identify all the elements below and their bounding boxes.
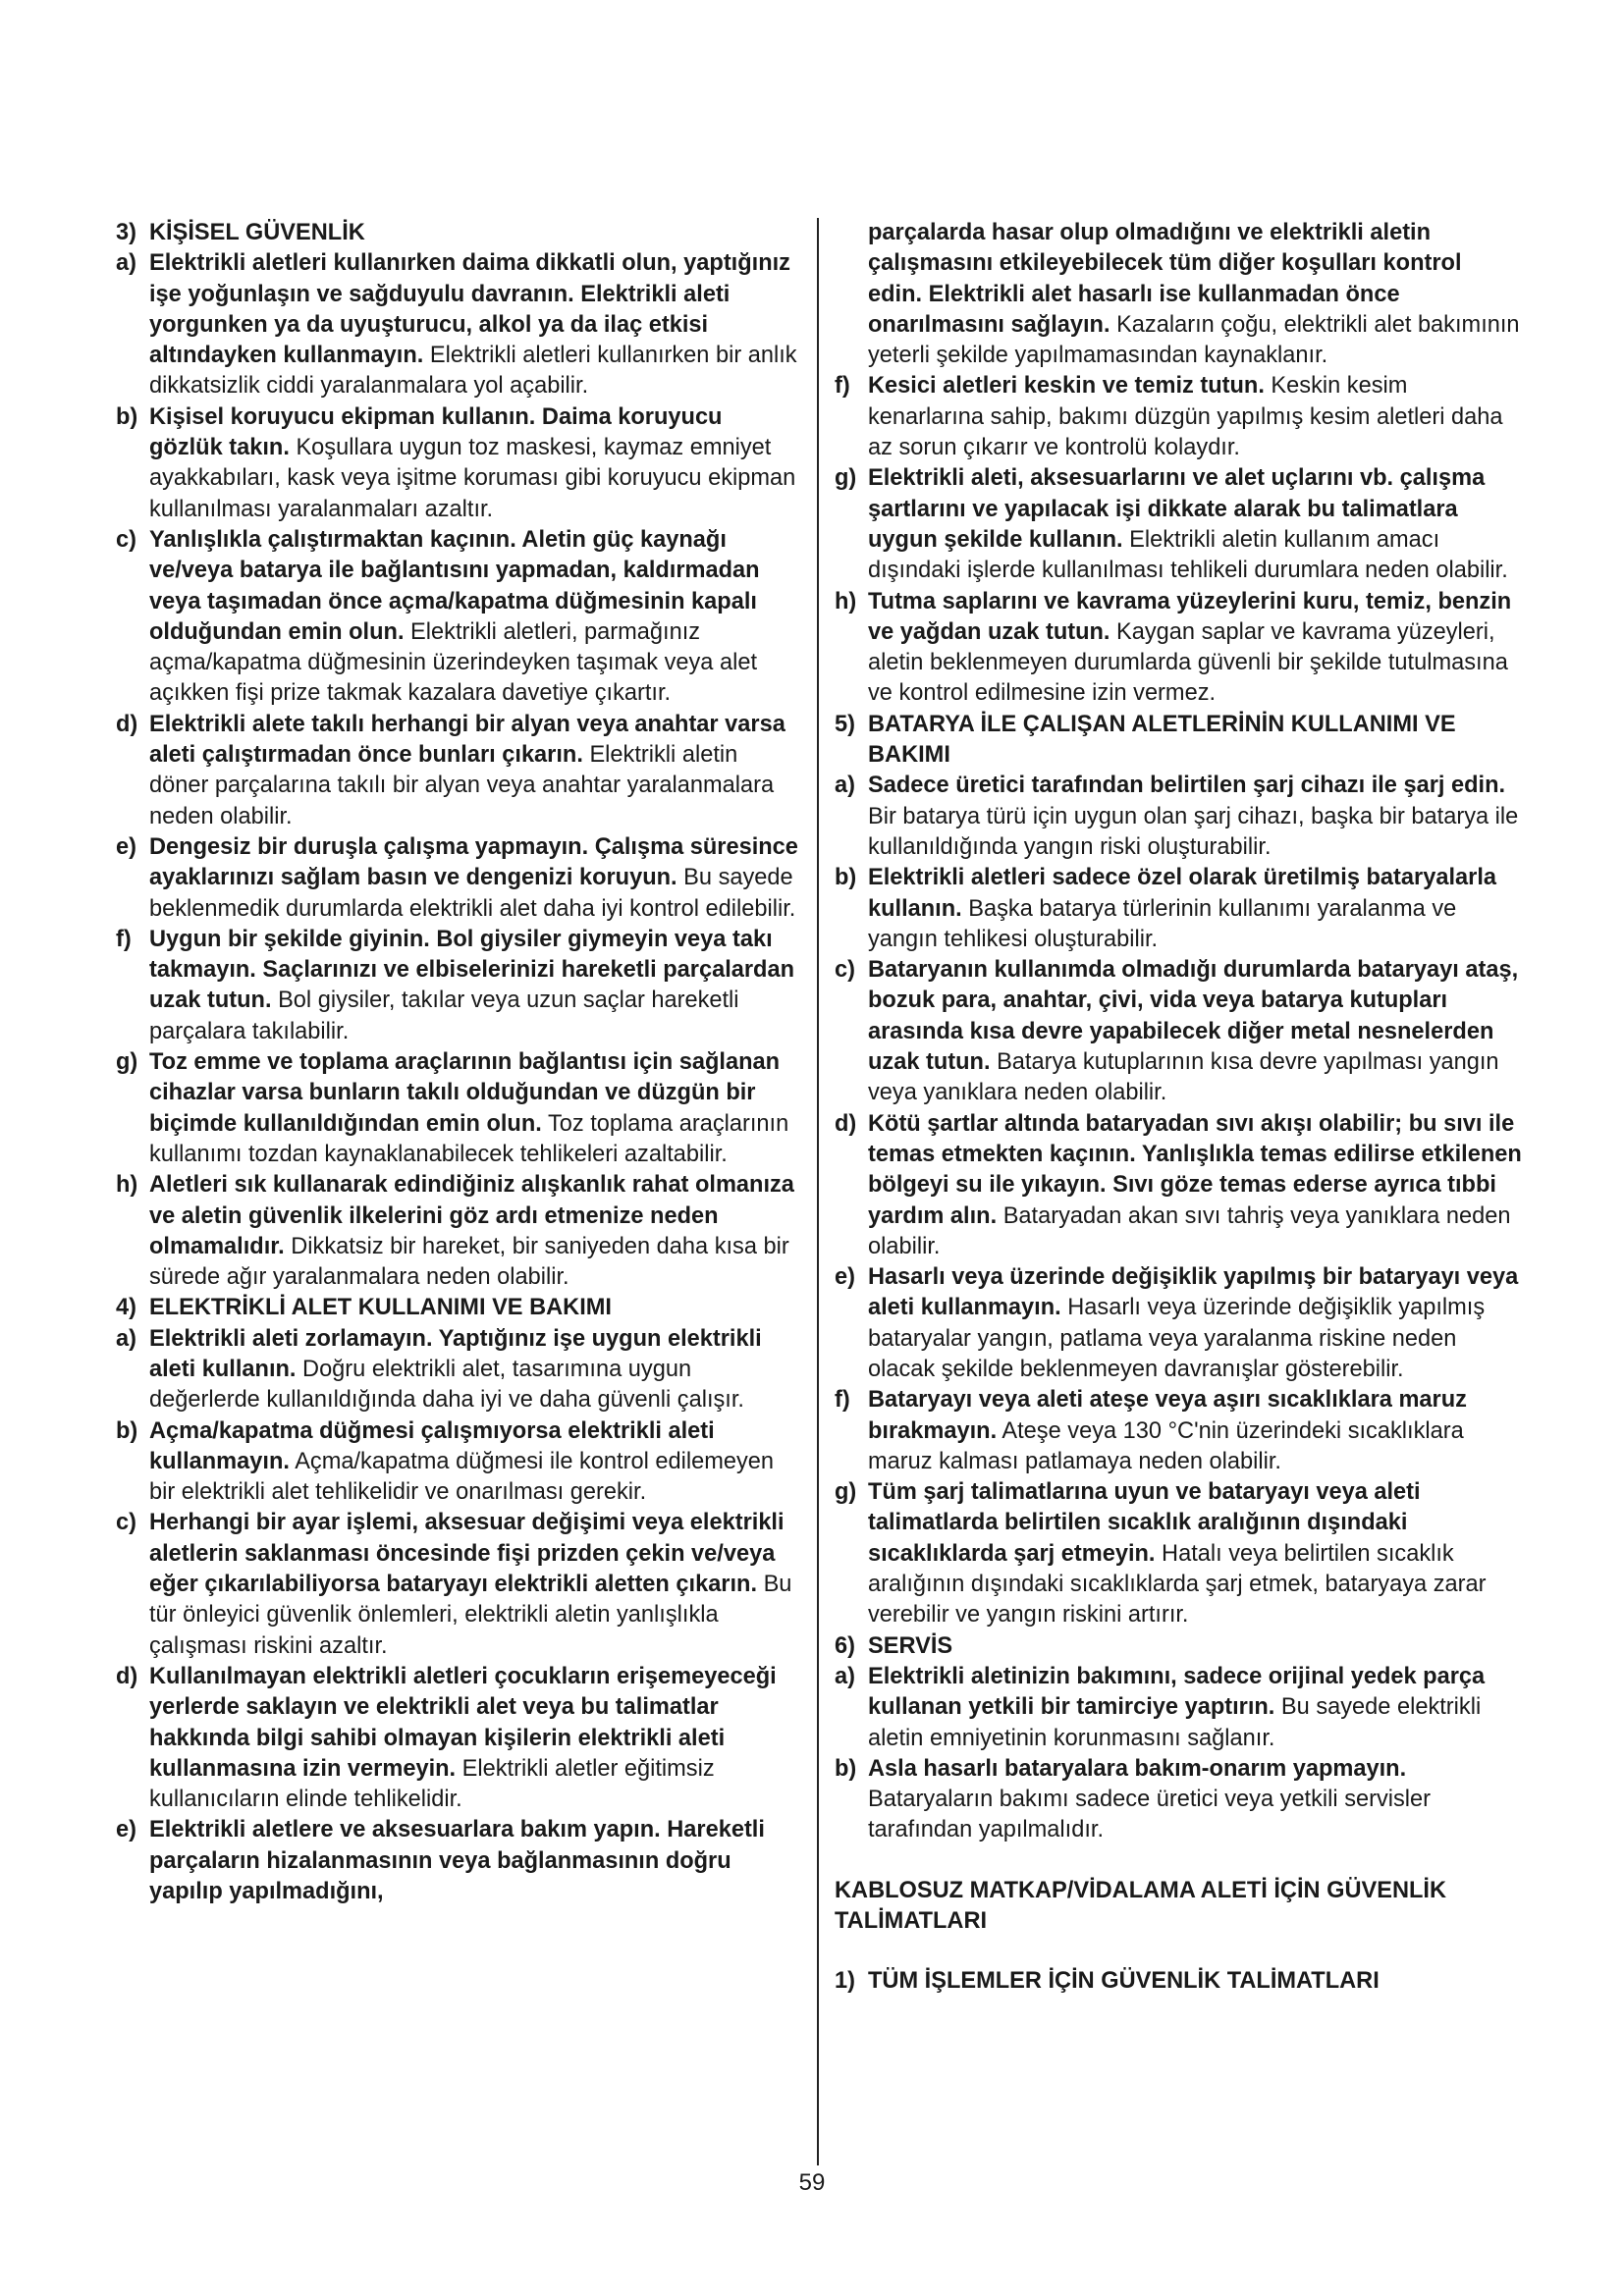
instruction-bold-text: Elektrikli aletinizin bakımını, sadece orijinal yedek parça kullanan yetkili bir tamirciye yaptırın. bbox=[868, 1663, 1486, 1721]
instruction-text: Doğru elektrikli alet, tasarımına uygun değerlerde kullanıldığında daha iyi ve daha güvenli çalışır. bbox=[149, 1356, 744, 1414]
item-text bbox=[868, 955, 1522, 1108]
instruction-bold-text: Yanlışlıkla çalıştırmaktan kaçının. Aletin güç kaynağı ve/veya batarya ile bağlantısını yapmadan, kaldırmadan veya taşımadan önce açma/kapatma düğmesinin kapalı olduğundan emin olun. bbox=[149, 526, 760, 645]
instruction-item bbox=[835, 863, 1522, 955]
item-text bbox=[868, 771, 1522, 863]
instruction-bold-text: Aletleri sık kullanarak edindiğiniz alışkanlık rahat olmanıza ve aletin güvenlik ilkelerini göz ardı etmenize neden olmamalıdır. bbox=[149, 1172, 794, 1259]
instruction-bold-text: Kişisel koruyucu ekipman kullanın. Daima koruyucu gözlük takın. bbox=[149, 403, 723, 461]
instruction-bold-text: Elektrikli aletlere ve aksesuarlara bakım yapın. Hareketli parçaların hizalanmasının veya bağlanmasının doğru yapılıp yapılmadığını, bbox=[149, 1817, 765, 1905]
instruction-text: Elektrikli aletler eğitimsiz kullanıcıların elinde tehlikelidir. bbox=[149, 1755, 715, 1813]
instruction-bold-text: Sadece üretici tarafından belirtilen şarj cihazı ile şarj edin. bbox=[868, 773, 1506, 799]
instruction-item bbox=[835, 771, 1522, 863]
instruction-bold-text: Bataryayı veya aleti ateşe veya aşırı sıcaklıklara maruz bırakmayın. bbox=[868, 1387, 1467, 1444]
page-number: 59 bbox=[798, 2169, 826, 2196]
instruction-item bbox=[116, 1047, 801, 1170]
instruction-bold-text: Tutma saplarını ve kavrama yüzeylerini kuru, temiz, benzin ve yağdan uzak tutun. bbox=[868, 588, 1512, 645]
item-letter: e) bbox=[116, 833, 136, 860]
instruction-item bbox=[835, 955, 1522, 1108]
instruction-continuation bbox=[835, 218, 1522, 371]
item-letter: b) bbox=[116, 403, 138, 430]
instruction-item bbox=[116, 525, 801, 710]
instruction-item bbox=[116, 1508, 801, 1661]
instruction-bold-text: Tüm şarj talimatlarına uyun ve bataryayı veya aleti talimatlarda belirtilen sıcaklık aralığının dışındaki sıcaklıklarda şarj etmeyin. bbox=[868, 1479, 1421, 1567]
instruction-item bbox=[116, 1662, 801, 1815]
instruction-bold-text: Elektrikli alete takılı herhangi bir alyan veya anahtar varsa aleti çalıştırmadan önce bunları çıkarın. bbox=[149, 711, 785, 769]
item-text bbox=[149, 1170, 801, 1293]
instruction-item bbox=[835, 1385, 1522, 1477]
instruction-bold-text: parçalarda hasar olup olmadığını ve elektrikli aletin çalışmasını etkileyebilecek tüm diğer koşulları kontrol edin. Elektrikli alet hasarlı ise kullanmadan önce onarılmasını sağlayın. bbox=[868, 220, 1462, 338]
instruction-text: Keskin kesim kenarlarına sahip, bakımı düzgün yapılmış kesim aletleri daha az sorun çıkarır ve kontrolü kolaydır. bbox=[868, 373, 1503, 461]
section-title: BATARYA İLE ÇALIŞAN ALETLERİNİN KULLANIMI VE BAKIMI bbox=[868, 711, 1456, 769]
item-text bbox=[149, 1815, 801, 1907]
instruction-item bbox=[116, 710, 801, 832]
section-number: 1) bbox=[835, 1968, 855, 1995]
item-letter: c) bbox=[116, 1510, 136, 1536]
column-divider bbox=[817, 218, 819, 2165]
item-letter: c) bbox=[116, 526, 136, 553]
instruction-text: Hatalı veya belirtilen sıcaklık aralığının dışındaki sıcaklıklarda şarj etmek, bataryaya zarar verebilir ve yangın riskini artırır. bbox=[868, 1540, 1487, 1629]
instruction-item bbox=[116, 1170, 801, 1293]
section-heading bbox=[835, 1631, 1522, 1662]
instruction-bold-text: Elektrikli aleti, aksesuarlarını ve alet uçlarını vb. çalışma şartlarını ve yapılacak işi dikkate alarak bu talimatlara uygun şekilde kullanın. bbox=[868, 465, 1486, 553]
item-letter: a) bbox=[116, 250, 136, 277]
instruction-bold-text: Kullanılmayan elektrikli aletleri çocukların erişemeyeceği yerlerde saklayın ve elektrikli alet veya bu talimatlar hakkında bilgi sahibi olmayan kişilerin elektrikli aleti kullanmasına izin vermeyin. bbox=[149, 1663, 777, 1782]
item-letter: d) bbox=[116, 1663, 138, 1689]
instruction-text: Dikkatsiz bir hareket, bir saniyeden daha kısa bir sürede ağır yaralanmalara neden olabilir. bbox=[149, 1233, 789, 1291]
instruction-text: Bataryaların bakımı sadece üretici veya yetkili servisler tarafından yapılmalıdır. bbox=[868, 1787, 1432, 1843]
section-number: 6) bbox=[835, 1632, 855, 1659]
instruction-item bbox=[116, 832, 801, 925]
instruction-item bbox=[835, 587, 1522, 710]
item-text bbox=[149, 1324, 801, 1416]
instruction-item bbox=[116, 925, 801, 1047]
item-text bbox=[149, 1662, 801, 1815]
item-text bbox=[149, 525, 801, 710]
item-text bbox=[868, 463, 1522, 586]
section-title: KİŞİSEL GÜVENLİK bbox=[149, 220, 365, 245]
item-letter: c) bbox=[835, 957, 855, 984]
instruction-list bbox=[835, 771, 1522, 1630]
item-text bbox=[868, 863, 1522, 955]
item-text bbox=[149, 1508, 801, 1661]
instruction-item bbox=[835, 1262, 1522, 1385]
item-text bbox=[149, 402, 801, 525]
instruction-list bbox=[116, 248, 801, 1293]
instruction-text: Elektrikli aletin döner parçalarına takılı bir alyan veya anahtar yaralanmalara neden olabilir. bbox=[149, 742, 775, 829]
instruction-list bbox=[835, 1662, 1522, 1846]
section-number: 3) bbox=[116, 220, 136, 245]
instruction-text: Elektrikli aletleri kullanırken bir anlık dikkatsizlik ciddi yaralanmalara yol açabilir. bbox=[149, 343, 797, 400]
instruction-text: Toz toplama araçlarının kullanımı tozdan kaynaklanabilecek tehlikeleri azaltabilir. bbox=[149, 1110, 789, 1167]
instruction-item bbox=[835, 1477, 1522, 1630]
instruction-bold-text: Elektrikli aleti zorlamayın. Yaptığınız işe uygun elektrikli aleti kullanın. bbox=[149, 1325, 762, 1382]
instruction-list bbox=[116, 1324, 801, 1908]
section-heading bbox=[116, 218, 801, 248]
instruction-list bbox=[835, 371, 1522, 709]
instruction-bold-text: Açma/kapatma düğmesi çalışmıyorsa elektrikli aleti kullanmayın. bbox=[149, 1417, 715, 1474]
instruction-text: Hasarlı veya üzerinde değişiklik yapılmış bataryalar yangın, patlama veya yaralanma riskine neden olacak şekilde beklenmeyen davranışlar gösterebilir. bbox=[868, 1295, 1486, 1382]
instruction-text: Bol giysiler, takılar veya uzun saçlar hareketli parçalara takılabilir. bbox=[149, 988, 739, 1044]
instruction-text: Bu sayede elektrikli aletin emniyetinin korunmasını sağlanır. bbox=[868, 1694, 1482, 1751]
item-text bbox=[868, 1109, 1522, 1262]
instruction-bold-text: Toz emme ve toplama araçlarının bağlantısı için sağlanan cihazlar varsa bunların takılı olduğundan ve düzgün bir biçimde kullanıldığından emin olun. bbox=[149, 1049, 781, 1137]
instruction-item bbox=[116, 248, 801, 401]
item-text bbox=[868, 587, 1522, 710]
item-text bbox=[149, 925, 801, 1047]
item-letter: d) bbox=[835, 1110, 857, 1137]
item-letter: g) bbox=[835, 1479, 857, 1506]
instruction-bold-text: Bataryanın kullanımda olmadığı durumlarda bataryayı ataş, bozuk para, anahtar, çivi, vida veya batarya kutupları arasında kısa devre yapabilecek diğer metal nesnelerden uzak tutun. bbox=[868, 957, 1519, 1076]
item-letter: b) bbox=[835, 865, 857, 891]
section-heading bbox=[835, 710, 1522, 772]
item-letter: e) bbox=[116, 1817, 136, 1843]
item-text bbox=[149, 1047, 801, 1170]
instruction-text: Koşullara uygun toz maskesi, kaymaz emniyet ayakkabıları, kask veya işitme koruması gibi koruyucu ekipman kullanılması yaralanmaları azaltır. bbox=[149, 435, 796, 522]
item-text bbox=[868, 1477, 1522, 1630]
item-letter: f) bbox=[835, 373, 850, 400]
right-column bbox=[835, 218, 1522, 1998]
item-letter: g) bbox=[116, 1049, 138, 1076]
item-text bbox=[868, 1262, 1522, 1385]
instruction-text: Bir batarya türü için uygun olan şarj cihazı, başka bir batarya ile kullanıldığında yangın riski oluşturabilir. bbox=[868, 803, 1519, 860]
section-title: ELEKTRİKLİ ALET KULLANIMI VE BAKIMI bbox=[149, 1295, 612, 1321]
instruction-item bbox=[116, 1416, 801, 1509]
instruction-item bbox=[116, 402, 801, 525]
safety-heading: KABLOSUZ MATKAP/VİDALAMA ALETİ İÇİN GÜVENLİK TALİMATLARI bbox=[835, 1877, 1447, 1935]
item-text bbox=[149, 710, 801, 832]
instruction-text: Başka batarya türlerinin kullanımı yaralanma ve yangın tehlikesi oluşturabilir. bbox=[868, 895, 1457, 952]
instruction-item bbox=[116, 1324, 801, 1416]
item-letter: f) bbox=[116, 926, 132, 952]
instruction-text: Elektrikli aletleri, parmağınız açma/kapatma düğmesinin üzerindeyken taşımak veya alet açıkken fişi prize takmak kazalara davetiye çıkartır. bbox=[149, 618, 758, 707]
instruction-item bbox=[835, 1109, 1522, 1262]
item-text bbox=[868, 371, 1522, 463]
item-text bbox=[149, 248, 801, 401]
item-letter: g) bbox=[835, 465, 857, 492]
instruction-text: Açma/kapatma düğmesi ile kontrol edilemeyen bir elektrikli alet tehlikelidir ve onarılması gerekir. bbox=[149, 1448, 775, 1506]
item-letter: b) bbox=[835, 1755, 857, 1782]
instruction-item bbox=[116, 1815, 801, 1907]
item-letter: h) bbox=[116, 1172, 138, 1199]
section-title: SERVİS bbox=[868, 1632, 953, 1659]
item-letter: a) bbox=[116, 1325, 136, 1352]
instruction-text: Ateşe veya 130 °C'nin üzerindeki sıcaklıklara maruz kalması patlamaya neden olabilir. bbox=[868, 1417, 1464, 1474]
item-letter: a) bbox=[835, 773, 855, 799]
item-letter: a) bbox=[835, 1663, 855, 1689]
section-heading bbox=[116, 1293, 801, 1323]
instruction-text: Batarya kutuplarının kısa devre yapılması yangın veya yanıklara neden olabilir. bbox=[868, 1049, 1499, 1106]
instruction-bold-text: Uygun bir şekilde giyinin. Bol giysiler giymeyin veya takı takmayın. Saçlarınızı ve elbiselerinizi hareketli parçalardan uzak tutun. bbox=[149, 926, 795, 1014]
item-text bbox=[149, 1416, 801, 1509]
subsection-heading bbox=[835, 1966, 1522, 1997]
instruction-bold-text: Hasarlı veya üzerinde değişiklik yapılmış bir bataryayı veya aleti kullanmayın. bbox=[868, 1264, 1519, 1321]
item-text bbox=[149, 832, 801, 925]
instruction-text: Kazaların çoğu, elektrikli alet bakımının yeterli şekilde yapılmamasından kaynaklanır. bbox=[868, 311, 1520, 369]
item-letter: f) bbox=[835, 1387, 850, 1414]
instruction-text: Bu tür önleyici güvenlik önlemleri, elektrikli aletin yanlışlıkla çalışması riskini azaltır. bbox=[149, 1572, 792, 1659]
left-column bbox=[116, 218, 801, 1907]
instruction-text: Bu sayede beklenmedik durumlarda elektrikli alet daha iyi kontrol edilebilir. bbox=[149, 865, 796, 922]
section-title: TÜM İŞLEMLER İÇİN GÜVENLİK TALİMATLARI bbox=[868, 1968, 1380, 1995]
section-number: 4) bbox=[116, 1295, 136, 1321]
item-letter: h) bbox=[835, 588, 857, 614]
instruction-text: Elektrikli aletin kullanım amacı dışındaki işlerde kullanılması tehlikeli durumlara neden olabilir. bbox=[868, 526, 1508, 584]
instruction-bold-text: Asla hasarlı bataryalara bakım-onarım yapmayın. bbox=[868, 1755, 1407, 1782]
item-text bbox=[868, 1662, 1522, 1754]
instruction-item bbox=[835, 1754, 1522, 1846]
item-letter: e) bbox=[835, 1264, 855, 1291]
item-text bbox=[868, 1754, 1522, 1846]
instruction-text: Bataryadan akan sıvı tahriş veya yanıklara neden olabilir. bbox=[868, 1202, 1511, 1259]
instruction-item bbox=[835, 463, 1522, 586]
instruction-item bbox=[835, 1662, 1522, 1754]
instruction-bold-text: Herhangi bir ayar işlemi, aksesuar değişimi veya elektrikli aletlerin saklanması öncesinde fişi prizden çekin ve/veya eğer çıkarılabiliyorsa bataryayı elektrikli aletten çıkarın. bbox=[149, 1510, 785, 1598]
instruction-text: Kaygan saplar ve kavrama yüzeyleri, aletin beklenmeyen durumlarda güvenli bir şekilde tutulmasına ve kontrol edilmesine izin vermez. bbox=[868, 618, 1508, 707]
instruction-bold-text: Elektrikli aletleri sadece özel olarak üretilmiş bataryalarla kullanın. bbox=[868, 865, 1496, 922]
item-letter: d) bbox=[116, 711, 138, 737]
instruction-item bbox=[835, 371, 1522, 463]
section-number: 5) bbox=[835, 711, 855, 737]
instruction-bold-text: Kötü şartlar altında bataryadan sıvı akışı olabilir; bu sıvı ile temas etmekten kaçının. Yanlışlıkla temas edilirse etkilenen bölgeyi su ile yıkayın. Sıvı göze temas ederse ayrıca tıbbi yardım alın. bbox=[868, 1110, 1522, 1229]
item-text bbox=[868, 1385, 1522, 1477]
item-letter: b) bbox=[116, 1417, 138, 1444]
instruction-bold-text: Elektrikli aletleri kullanırken daima dikkatli olun, yaptığınız işe yoğunlaşın ve sağduyulu davranın. Elektrikli aleti yorgunken ya da uyuşturucu, alkol ya da ilaç etkisi altındayken kullanmayın. bbox=[149, 250, 790, 369]
instruction-bold-text: Kesici aletleri keskin ve temiz tutun. bbox=[868, 373, 1265, 400]
instruction-bold-text: Dengesiz bir duruşla çalışma yapmayın. Çalışma süresince ayaklarınızı sağlam basın ve dengenizi koruyun. bbox=[149, 833, 798, 891]
